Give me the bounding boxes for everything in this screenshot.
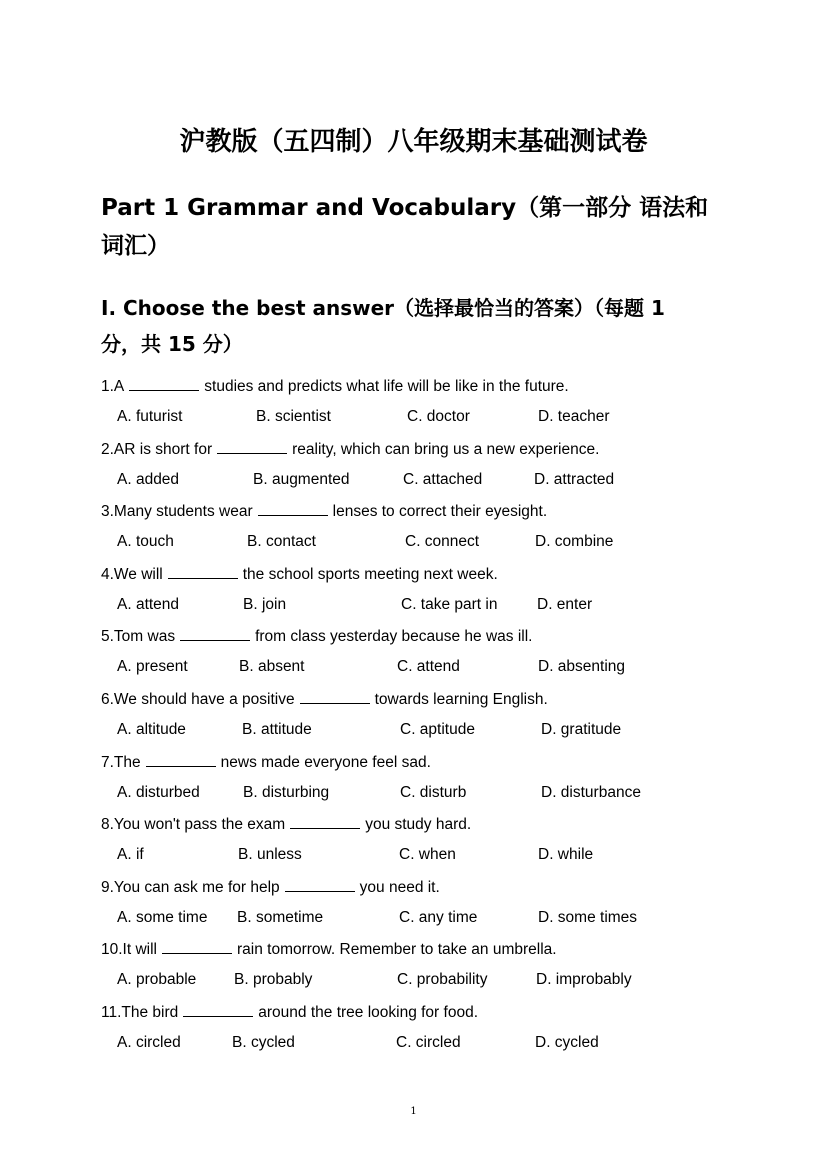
question-6 xyxy=(101,683,741,746)
question-1 xyxy=(101,370,741,433)
stem-text-before: 6.We should have a positive xyxy=(101,690,295,708)
question-stem xyxy=(101,499,547,523)
answer-options xyxy=(117,1031,737,1055)
answer-options xyxy=(117,405,737,429)
answer-blank xyxy=(162,937,232,954)
answer-blank xyxy=(183,1000,253,1017)
answer-options xyxy=(117,468,737,492)
answer-blank xyxy=(217,437,287,454)
option-c: C. doctor xyxy=(407,408,470,425)
answer-options xyxy=(117,655,737,679)
option-d: D. while xyxy=(538,846,594,864)
stem-text-before: 9.You can ask me for help xyxy=(101,878,280,896)
option-d: D. some times xyxy=(538,908,638,926)
answer-blank xyxy=(180,624,250,641)
question-3 xyxy=(101,495,741,558)
stem-text-after: towards learning English. xyxy=(374,690,548,708)
answer-blank xyxy=(168,562,238,579)
option-a: A. probable xyxy=(117,971,197,989)
question-10 xyxy=(101,933,741,996)
question-stem xyxy=(101,750,431,774)
question-5 xyxy=(101,620,741,683)
stem-text-before: 3.Many students wear xyxy=(101,503,253,521)
question-list xyxy=(101,370,741,1059)
option-d: D. teacher xyxy=(538,408,610,425)
answer-options xyxy=(117,718,737,742)
stem-text-before: 11.The bird xyxy=(101,1003,179,1021)
option-a: A. touch xyxy=(117,533,174,551)
stem-text-before: 2.AR is short for xyxy=(101,440,213,458)
option-d: D. disturbance xyxy=(541,783,641,801)
section-heading: I. Choose the best answer（选择最恰当的答案）（每题 1 分，共 15 分） xyxy=(101,296,665,356)
stem-text-after: studies and predicts what life will be like in the future. xyxy=(204,378,569,395)
option-c: C. attend xyxy=(397,658,460,676)
part-heading: Part 1 Grammar and Vocabulary（第一部分 语法和词汇） xyxy=(101,195,709,259)
option-d: D. absenting xyxy=(538,658,626,676)
question-stem xyxy=(101,562,498,586)
question-9 xyxy=(101,871,741,934)
option-b: B. sometime xyxy=(237,908,324,926)
option-d: D. attracted xyxy=(534,470,615,488)
stem-text-after: lenses to correct their eyesight. xyxy=(332,503,548,521)
question-stem xyxy=(101,687,548,711)
option-a: A. disturbed xyxy=(117,783,200,801)
option-a: A. added xyxy=(117,470,180,488)
option-d: D. enter xyxy=(537,595,593,613)
stem-text-after: the school sports meeting next week. xyxy=(242,565,498,583)
answer-options xyxy=(117,781,737,805)
option-c: C. any time xyxy=(399,908,478,926)
stem-text-before: 4.We will xyxy=(101,565,163,583)
answer-blank xyxy=(146,750,216,767)
stem-text-after: you study hard. xyxy=(365,816,472,834)
question-2 xyxy=(101,433,741,496)
stem-text-after: rain tomorrow. Remember to take an umbrella. xyxy=(237,941,557,959)
question-stem xyxy=(101,624,533,648)
answer-blank xyxy=(129,374,199,391)
question-stem xyxy=(101,937,557,961)
option-b: B. augmented xyxy=(253,470,350,488)
option-d: D. cycled xyxy=(535,1033,599,1051)
page-number: 1 xyxy=(410,1106,417,1117)
document-title: 沪教版（五四制）八年级期末基础测试卷 xyxy=(179,127,648,157)
option-c: C. circled xyxy=(396,1033,461,1051)
option-b: B. disturbing xyxy=(243,783,330,801)
stem-text-before: 8.You won't pass the exam xyxy=(101,816,286,834)
option-c: C. aptitude xyxy=(400,720,475,738)
stem-text-after: from class yesterday because he was ill. xyxy=(255,628,533,646)
option-b: B. contact xyxy=(247,533,316,551)
stem-text-after: you need it. xyxy=(359,878,440,896)
question-stem xyxy=(101,437,599,461)
stem-text-after: around the tree looking for food. xyxy=(258,1003,478,1021)
option-a: A. futurist xyxy=(117,408,183,425)
question-stem xyxy=(101,812,471,836)
question-stem xyxy=(101,1000,478,1024)
answer-options xyxy=(117,843,737,867)
option-b: B. absent xyxy=(239,658,305,676)
option-b: B. cycled xyxy=(232,1033,295,1051)
option-d: D. combine xyxy=(535,533,614,551)
question-stem xyxy=(101,374,569,398)
option-c: C. take part in xyxy=(401,595,498,613)
option-a: A. circled xyxy=(117,1033,181,1051)
option-c: C. disturb xyxy=(400,783,467,801)
answer-blank xyxy=(300,687,370,704)
option-a: A. some time xyxy=(117,908,208,926)
answer-options xyxy=(117,530,737,554)
option-a: A. present xyxy=(117,658,188,676)
answer-options xyxy=(117,593,737,617)
question-7 xyxy=(101,746,741,809)
option-b: B. scientist xyxy=(256,408,331,425)
option-d: D. gratitude xyxy=(541,720,622,738)
answer-blank xyxy=(285,875,355,892)
option-a: A. attend xyxy=(117,595,180,613)
stem-text-before: 7.The xyxy=(101,753,141,771)
option-b: B. attitude xyxy=(242,720,312,738)
stem-text-before: 1.A xyxy=(101,378,125,395)
option-c: C. connect xyxy=(405,533,480,551)
question-stem xyxy=(101,875,440,899)
answer-blank xyxy=(258,499,328,516)
answer-options xyxy=(117,968,737,992)
option-b: B. unless xyxy=(238,846,302,864)
option-b: B. join xyxy=(243,595,287,613)
stem-text-after: reality, which can bring us a new experience. xyxy=(292,440,600,458)
option-b: B. probably xyxy=(234,971,313,989)
question-4 xyxy=(101,558,741,621)
option-a: A. altitude xyxy=(117,720,186,738)
stem-text-before: 5.Tom was xyxy=(101,628,176,646)
option-c: C. probability xyxy=(397,971,488,989)
answer-blank xyxy=(290,812,360,829)
option-a: A. if xyxy=(117,846,144,864)
question-11 xyxy=(101,996,741,1059)
stem-text-after: news made everyone feel sad. xyxy=(220,753,431,771)
option-d: D. improbably xyxy=(536,971,632,989)
question-8 xyxy=(101,808,741,871)
option-c: C. when xyxy=(399,846,456,864)
answer-options xyxy=(117,906,737,930)
option-c: C. attached xyxy=(403,470,483,488)
stem-text-before: 10.It will xyxy=(101,941,157,959)
